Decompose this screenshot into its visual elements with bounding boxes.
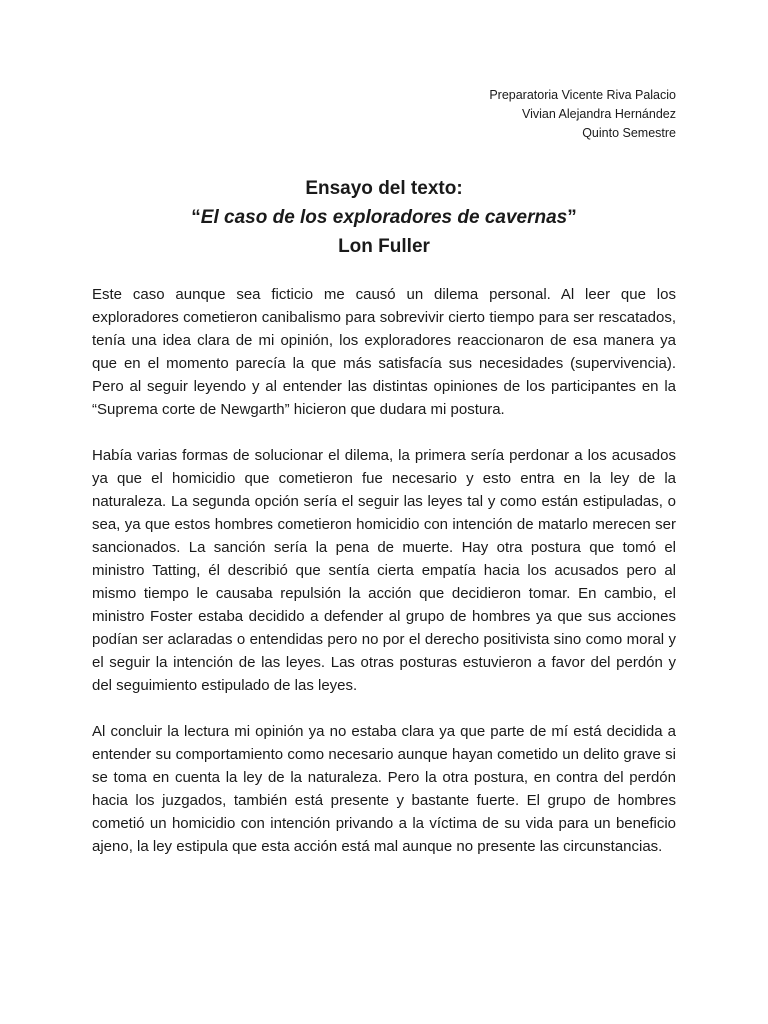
- semester: Quinto Semestre: [582, 126, 676, 140]
- quote-close: ”: [567, 207, 577, 228]
- paragraph-2: Había varias formas de solucionar el dilema, la primera sería perdonar a los acusados ya que el homicidio que cometieron fue necesario y esto entra en la ley de la naturaleza. La segunda opción sería el seguir las leyes tal y como están estipuladas, o sea, ya que estos hombres cometieron homicidio con intención de matarlo merecen ser sancionados. La sanción sería la pena de muerte. Hay otra postura que tomó el ministro Tatting, él describió que sentía cierta empatía hacia los acusados pero al mismo tiempo le causaba repulsión la acción que decidieron tomar. En cambio, el ministro Foster estaba decidido a defender al grupo de hombres ya que sus acciones podían ser aclaradas o entendidas pero no por el derecho positivista sino como moral y el seguir la intención de las leyes. Las otras posturas estuvieron a favor del perdón y del seguimiento estipulado de las leyes.: [92, 447, 676, 694]
- title-block: [92, 174, 676, 261]
- school-name: Preparatoria Vicente Riva Palacio: [489, 88, 676, 102]
- work-title: El caso de los exploradores de cavernas: [200, 207, 568, 228]
- title-author: Lon Fuller: [338, 236, 430, 257]
- paragraph-3: Al concluir la lectura mi opinión ya no estaba clara ya que parte de mí está decidida a entender su comportamiento como necesario aunque hayan cometido un delito grave si se toma en cuenta la ley de la naturaleza. Pero la otra postura, en contra del perdón hacia los juzgados, también está presente y bastante fuerte. El grupo de hombres cometió un homicidio con intención privando a la víctima de su vida para un beneficio ajeno, la ley estipula que esta acción está mal aunque no presente las circunstancias.: [92, 723, 676, 855]
- title-work: [92, 203, 676, 232]
- header-block: [92, 86, 676, 143]
- paragraph-1: Este caso aunque sea ficticio me causó un dilema personal. Al leer que los exploradores cometieron canibalismo para sobrevivir cierto tiempo para ser rescatados, tenía una idea clara de mi opinión, los exploradores reaccionaron de esa manera ya que en el momento parecía la que más satisfacía sus necesidades (supervivencia). Pero al seguir leyendo y al entender las distintas opiniones de los participantes en la “Suprema corte de Newgarth” hicieron que dudara mi postura.: [92, 286, 676, 418]
- essay-body: [92, 283, 676, 858]
- title-heading: Ensayo del texto:: [305, 178, 463, 199]
- quote-open: “: [191, 207, 201, 228]
- author-name: Vivian Alejandra Hernández: [521, 107, 676, 121]
